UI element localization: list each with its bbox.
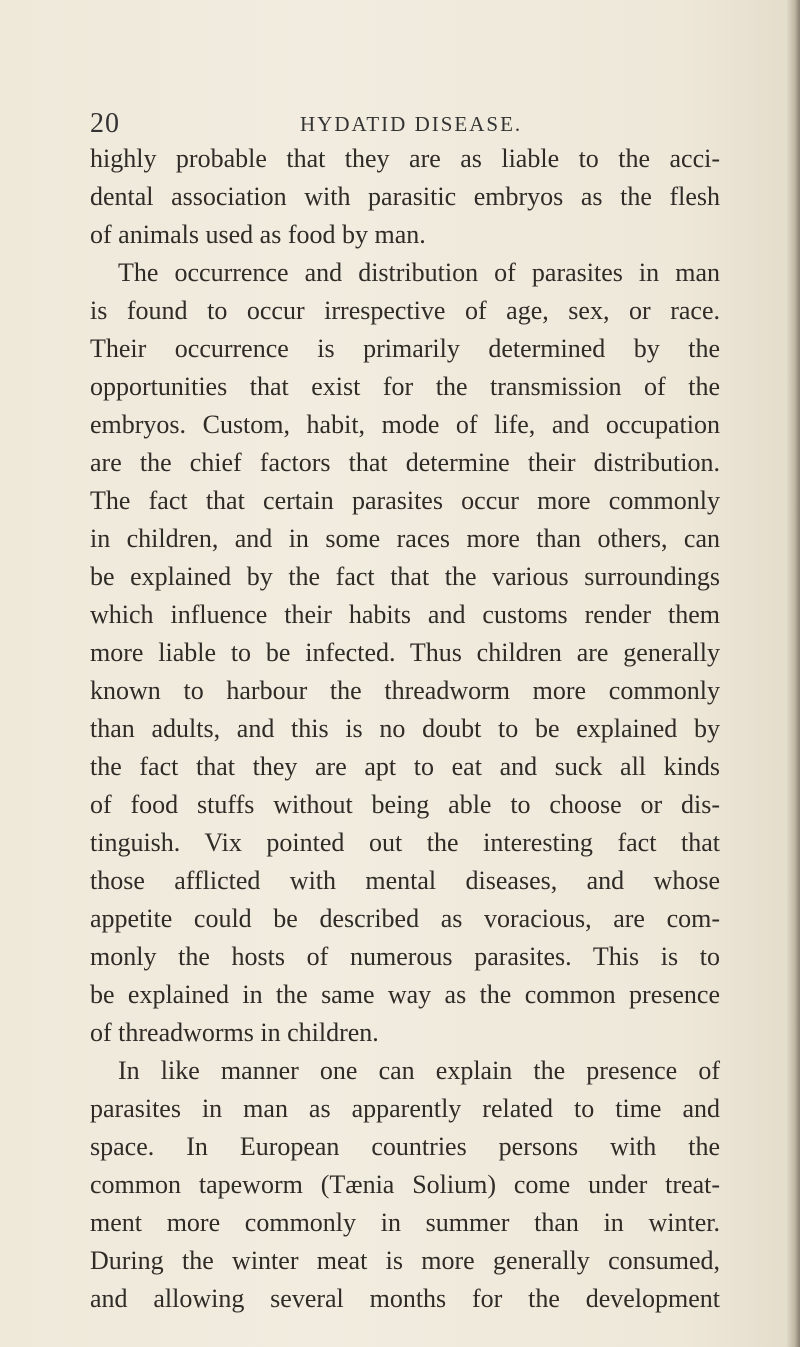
text-line: be explained by the fact that the various surroundings xyxy=(90,562,720,591)
page-header xyxy=(90,108,730,142)
text-line: which influence their habits and customs render them xyxy=(90,600,720,629)
text-line: space. In European countries persons with the xyxy=(90,1132,720,1161)
text-line: highly probable that they are as liable to the acci- xyxy=(90,144,720,173)
text-line: opportunities that exist for the transmission of the xyxy=(90,372,720,401)
text-line: be explained in the same way as the common presence xyxy=(90,980,720,1009)
page-number: 20 xyxy=(90,108,120,139)
text-line: of threadworms in children. xyxy=(90,1018,379,1047)
text-line: than adults, and this is no doubt to be explained by xyxy=(90,714,720,743)
text-line: appetite could be described as voracious, are com- xyxy=(90,904,720,933)
text-line: in children, and in some races more than others, can xyxy=(90,524,720,553)
text-line: tinguish. Vix pointed out the interesting fact that xyxy=(90,828,720,857)
text-line: of animals used as food by man. xyxy=(90,220,426,249)
running-title: HYDATID DISEASE. xyxy=(300,112,523,136)
body-text xyxy=(90,140,720,1318)
text-line: parasites in man as apparently related to time and xyxy=(90,1094,720,1123)
text-line: those afflicted with mental diseases, and whose xyxy=(90,866,720,895)
text-line: of food stuffs without being able to choose or dis- xyxy=(90,790,720,819)
text-line: dental association with parasitic embryos as the flesh xyxy=(90,182,720,211)
text-line: The fact that certain parasites occur more commonly xyxy=(90,486,720,515)
text-line: known to harbour the threadworm more commonly xyxy=(90,676,720,705)
text-line: and allowing several months for the development xyxy=(90,1284,720,1313)
text-line: more liable to be infected. Thus children are generally xyxy=(90,638,720,667)
text-line: the fact that they are apt to eat and suck all kinds xyxy=(90,752,720,781)
text-line: ment more commonly in summer than in winter. xyxy=(90,1208,720,1237)
text-line: In like manner one can explain the presence of xyxy=(118,1056,720,1085)
text-line: common tapeworm (Tænia Solium) come under treat- xyxy=(90,1170,720,1199)
text-line: monly the hosts of numerous parasites. This is to xyxy=(90,942,720,971)
text-line: During the winter meat is more generally consumed, xyxy=(90,1246,720,1275)
text-line: The occurrence and distribution of parasites in man xyxy=(118,258,720,287)
text-line: embryos. Custom, habit, mode of life, and occupation xyxy=(90,410,720,439)
text-line: is found to occur irrespective of age, sex, or race. xyxy=(90,296,720,325)
page-edge-shadow xyxy=(786,0,800,1347)
text-line: Their occurrence is primarily determined by the xyxy=(90,334,720,363)
text-line: are the chief factors that determine their distribution. xyxy=(90,448,720,477)
